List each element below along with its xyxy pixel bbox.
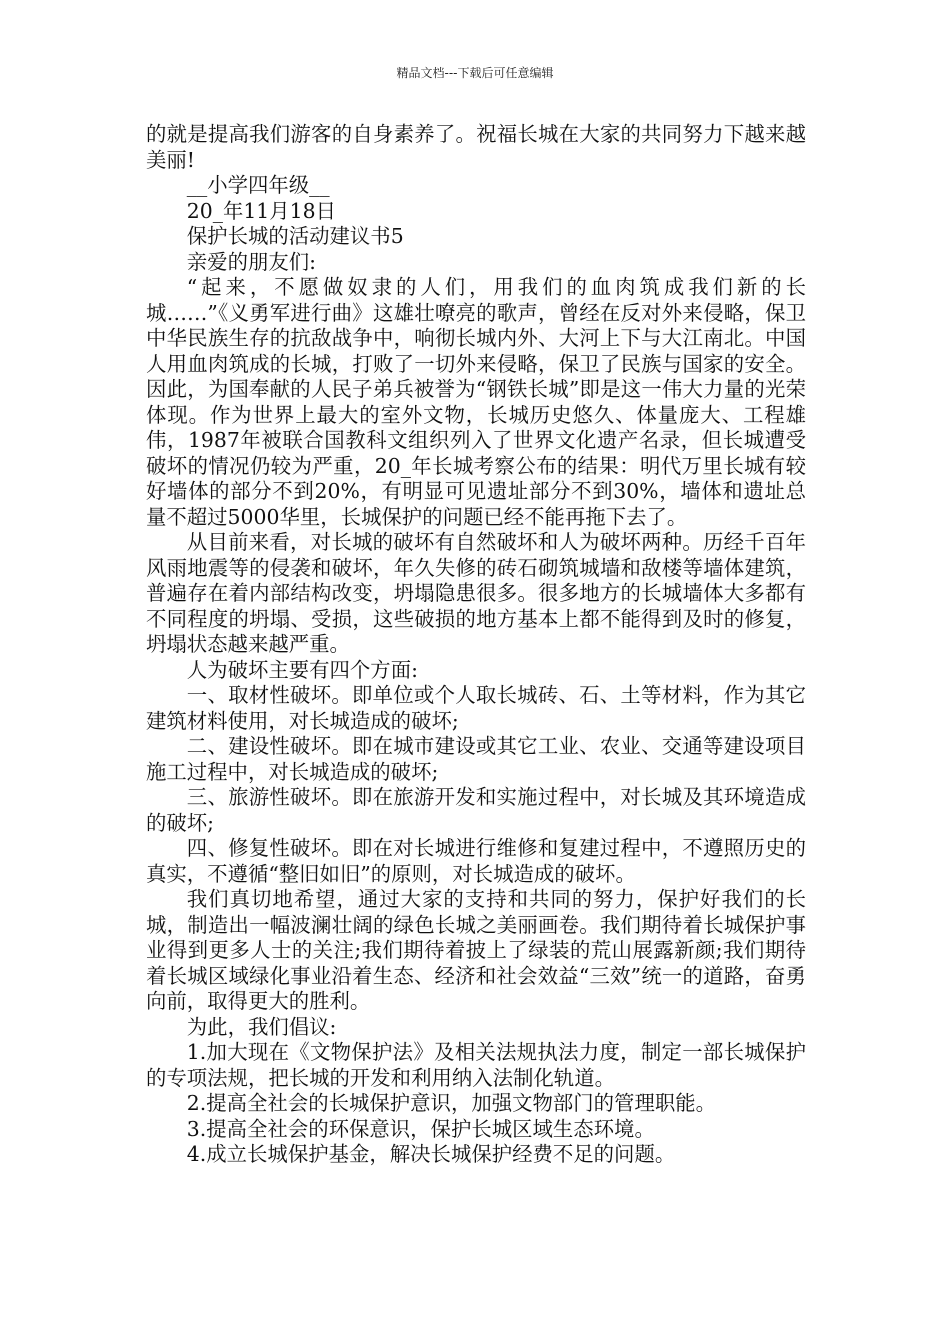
list-item-damage-1: 一、取材性破坏。即单位或个人取长城砖、石、土等材料，作为其它建筑材料使用，对长城造成的破坏; xyxy=(146,683,806,733)
list-item-damage-4: 四、修复性破坏。即在对长城进行维修和复建过程中，不遵照历史的真实，不遵循“整旧如旧”的原则，对长城造成的破坏。 xyxy=(146,836,806,886)
paragraph-closing-continuation: 的就是提高我们游客的自身素养了。祝福长城在大家的共同努力下越来越美丽! xyxy=(146,122,806,172)
paragraph-human-damage: 人为破坏主要有四个方面: xyxy=(186,657,418,682)
list-item-damage-2: 二、建设性破坏。即在城市建设或其它工业、农业、交通等建设项目施工过程中，对长城造成的破坏; xyxy=(146,734,806,784)
section-title: 保护长城的活动建议书5 xyxy=(186,224,404,248)
page-header: 精品文档---下载后可任意编辑 xyxy=(396,66,554,80)
signature-class: __小学四年级__ xyxy=(186,173,330,197)
signature-date: 20_年11月18日 xyxy=(186,198,337,223)
list-item-proposal-3: 3.提高全社会的环保意识，保护长城区域生态环境。 xyxy=(186,1116,655,1141)
paragraph-proposal-intro: 为此，我们倡议: xyxy=(186,1014,337,1039)
paragraph-hope: 我们真切地希望，通过大家的支持和共同的努力，保护好我们的长城，制造出一幅波澜壮阔的绿色长城之美丽画卷。我们期待着长城保护事业得到更多人士的关注;我们期待着披上了绿装的荒山展露新颜;我们期待着长城区域绿化事业沿着生态、经济和社会效益“三效”统一的道路，奋勇向前，取得更大的胜利。 xyxy=(146,887,806,1013)
list-item-damage-3: 三、旅游性破坏。即在旅游开发和实施过程中，对长城及其环境造成的破坏; xyxy=(146,785,806,835)
list-item-proposal-2: 2.提高全社会的长城保护意识，加强文物部门的管理职能。 xyxy=(186,1091,717,1115)
salutation: 亲爱的朋友们: xyxy=(186,249,317,274)
paragraph-intro: “起来，不愿做奴隶的人们，用我们的血肉筑成我们新的长城……”《义勇军进行曲》这雄壮嘹亮的歌声，曾经在反对外来侵略，保卫中华民族生存的抗敌战争中，响彻长城内外、大河上下与大江南北。中国人用血肉筑成的长城，打败了一切外来侵略，保卫了民族与国家的安全。因此，为国奉献的人民子弟兵被誉为“钢铁长城”即是这一伟大力量的光荣体现。作为世界上最大的室外文物，长城历史悠久、体量庞大、工程雄伟，1987年被联合国教科文组织列入了世界文化遗产名录，但长城遭受破坏的情况仍较为严重，20_年长城考察公布的结果：明代万里长城有较好墙体的部分不到20%，有明显可见遗址部分不到30%，墙体和遗址总量不超过5000华里，长城保护的问题已经不能再拖下去了。 xyxy=(146,275,806,529)
list-item-proposal-4: 4.成立长城保护基金，解决长城保护经费不足的问题。 xyxy=(186,1142,676,1166)
document-body xyxy=(146,122,806,1168)
paragraph-damage-types: 从目前来看，对长城的破坏有自然破坏和人为破坏两种。历经千百年风雨地震等的侵袭和破坏，年久失修的砖石砌筑城墙和敌楼等墙体建筑，普遍存在着内部结构改变，坍塌隐患很多。很多地方的长城墙体大多都有不同程度的坍塌、受损，这些破损的地方基本上都不能得到及时的修复，坍塌状态越来越严重。 xyxy=(146,530,806,656)
list-item-proposal-1: 1.加大现在《文物保护法》及相关法规执法力度，制定一部长城保护的专项法规，把长城的开发和利用纳入法制化轨道。 xyxy=(146,1040,806,1090)
